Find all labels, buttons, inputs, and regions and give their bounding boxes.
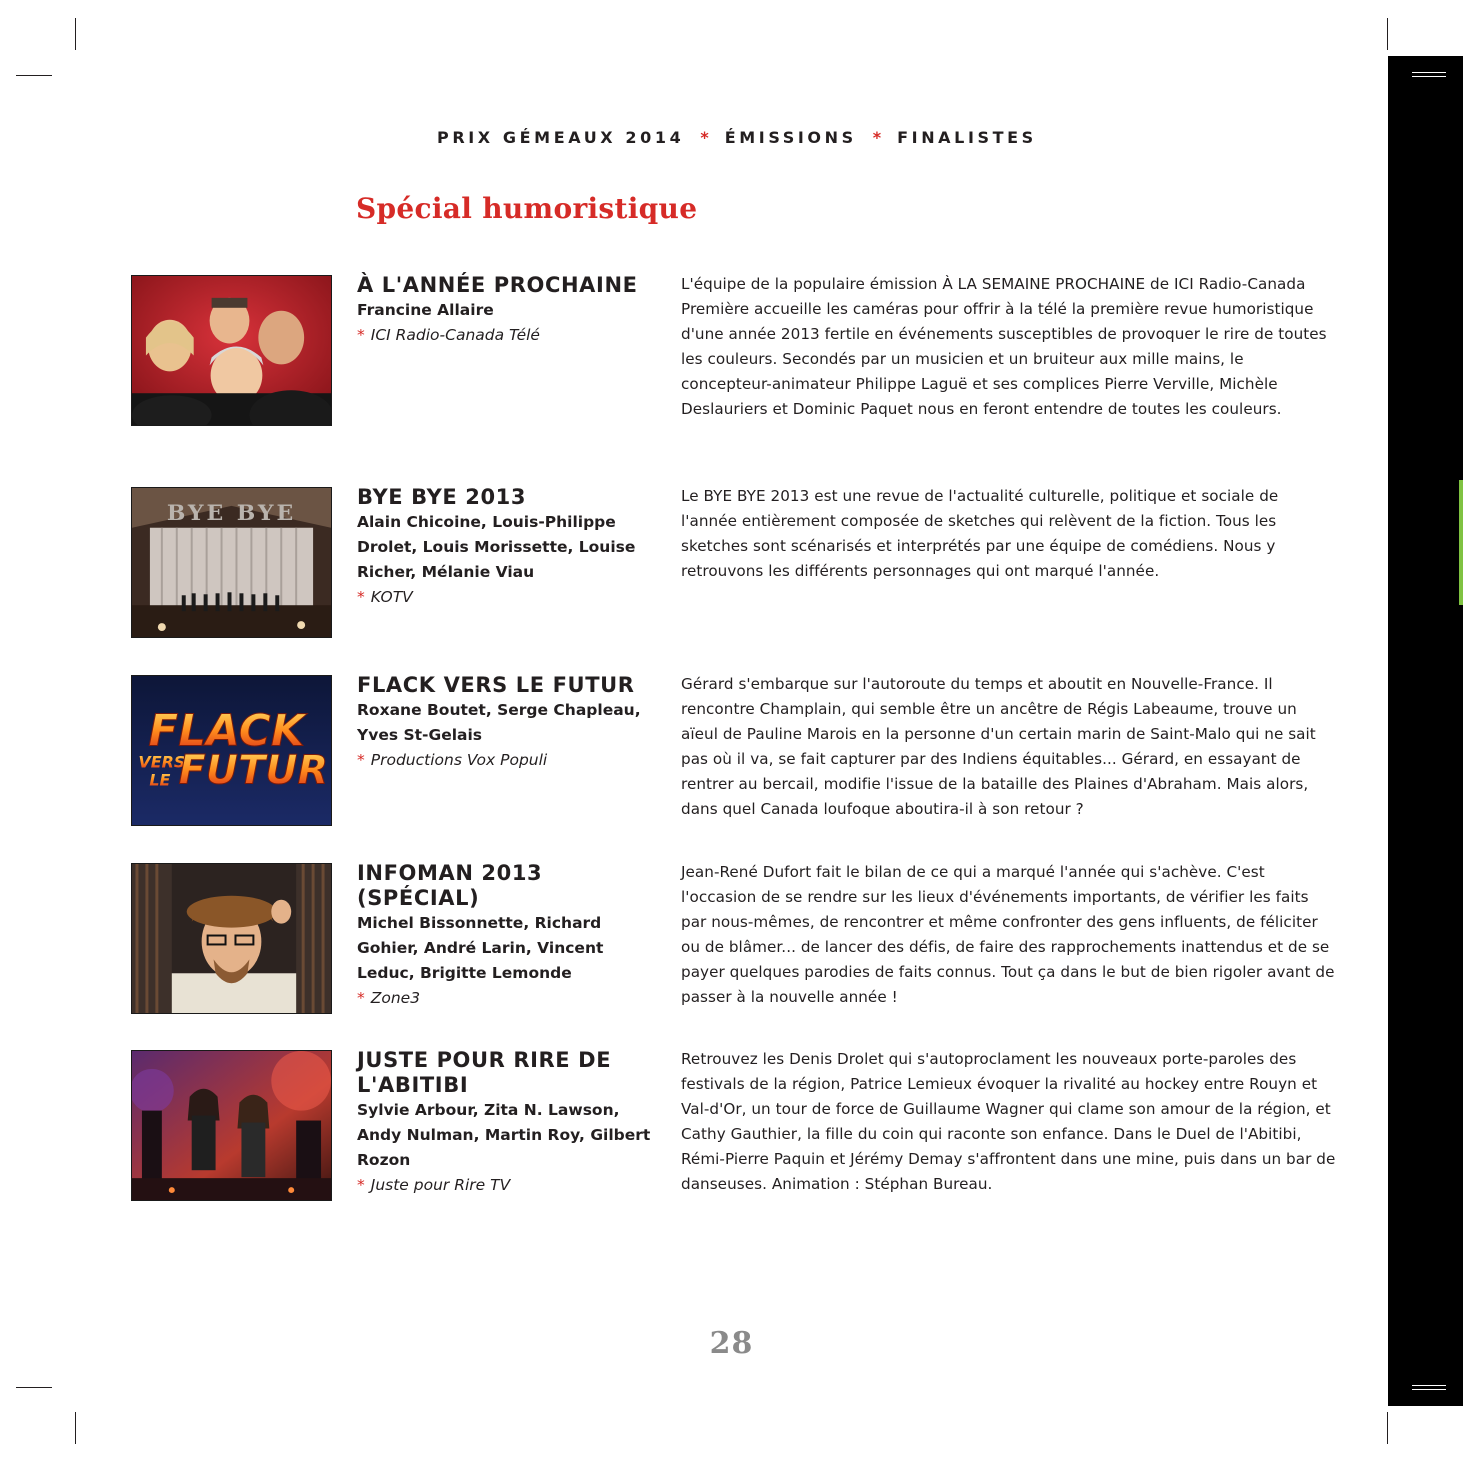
crop-mark-top-left-vertical (75, 18, 76, 50)
entry-credits: Roxane Boutet, Serge Chapleau, Yves St-Gelais (357, 701, 641, 744)
section-title: Spécial humoristique (356, 192, 698, 225)
entry-title: INFOMAN 2013 (SPÉCIAL) (357, 861, 543, 910)
header-category: ÉMISSIONS (724, 128, 857, 147)
group-portrait-image (132, 276, 331, 425)
image-logo-text: FUTUR (178, 747, 329, 794)
entry-photo (131, 1050, 332, 1201)
entry-description: Gérard s'embarque sur l'autoroute du temps et aboutit en Nouvelle-France. Il rencontre Champlain, qui semble être un ancêtre de Régis Labeaume, trouve un aïeul de Pauline Marois en la personne d'un certain marin de Saint-Malo qui ne sait pas où il va, se fait capturer par des Indiens équitables... Gérard, en essayant de rentrer au bercail, modifie l'issue de la bataille des Plaines d'Abraham. Mais alors, dans quel Canada loufoque aboutira-il à son retour ? (681, 675, 1316, 818)
entry-producer (357, 585, 662, 610)
entry-description: Retrouvez les Denis Drolet qui s'autoproclament les nouveaux porte-paroles des festivals de la région, Patrice Lemieux évoquer la rivalité au hockey entre Rouyn et Val-d'Or, un tour de force de Guillaume Wagner qui clame son amour de la région, et Cathy Gauthier, la fille du coin qui raconte son enfance. Dans le Duel de l'Abitibi, Rémi-Pierre Paquin et Jérémy Demay s'affrontent dans une mine, puis dans un bar de danseuses. Animation : Stéphan Bureau. (681, 1050, 1336, 1193)
entry-credits: Alain Chicoine, Louis-Philippe Drolet, Louis Morissette, Louise Richer, Mélanie Viau (357, 513, 636, 581)
entry-photo (131, 275, 332, 426)
crop-mark-bottom-right-vertical (1387, 1412, 1388, 1444)
entry-title: À L'ANNÉE PROCHAINE (357, 273, 638, 297)
image-logo-text: VERS (138, 752, 186, 772)
entry-photo (131, 863, 332, 1014)
header-status: FINALISTES (897, 128, 1037, 147)
header-award-name: PRIX GÉMEAUX 2014 (437, 128, 685, 147)
entry-producer (357, 323, 662, 348)
bullet-star-icon: * (357, 751, 365, 769)
bullet-star-icon: * (357, 588, 365, 606)
header-separator: * (700, 128, 709, 147)
entry-title: FLACK VERS LE FUTUR (357, 673, 635, 697)
image-logo-text: LE (149, 770, 171, 790)
producer-name: Productions Vox Populi (370, 751, 548, 769)
entry-credits: Michel Bissonnette, Richard Gohier, André Larin, Vincent Leduc, Brigitte Lemonde (357, 914, 604, 982)
page-number: 28 (709, 1326, 754, 1361)
entry-photo (131, 675, 332, 826)
side-band-mark-top (1412, 72, 1446, 77)
entry-credits: Sylvie Arbour, Zita N. Lawson, Andy Nulman, Martin Roy, Gilbert Rozon (357, 1101, 651, 1169)
entry-producer (357, 748, 662, 773)
entry-title: BYE BYE 2013 (357, 485, 527, 509)
producer-name: Juste pour Rire TV (370, 1176, 511, 1194)
crop-mark-bottom-left-horizontal (16, 1387, 52, 1388)
entry-credits: Francine Allaire (357, 301, 494, 319)
crop-mark-bottom-left-vertical (75, 1412, 76, 1444)
host-in-fur-hat-image (132, 864, 331, 1013)
bullet-star-icon: * (357, 989, 365, 1007)
image-logo-text: FLACK (148, 705, 305, 757)
entry-producer (357, 1173, 662, 1198)
side-band (1388, 56, 1463, 1406)
bullet-star-icon: * (357, 326, 365, 344)
entry-title: JUSTE POUR RIRE DE L'ABITIBI (357, 1048, 612, 1097)
comedy-stage-image (132, 1051, 331, 1200)
stage-show-image (132, 488, 331, 637)
bullet-star-icon: * (357, 1176, 365, 1194)
producer-name: Zone3 (370, 989, 421, 1007)
producer-name: ICI Radio-Canada Télé (370, 326, 540, 344)
crop-mark-top-left-horizontal (16, 75, 52, 76)
entry-producer (357, 986, 662, 1011)
image-logo-text: BYE BYE (166, 499, 297, 526)
entry-description: L'équipe de la populaire émission À LA SEMAINE PROCHAINE de ICI Radio-Canada Première accueille les caméras pour offrir à la télé la première revue humoristique d'une année 2013 fertile en événements susceptibles de provoquer le rire de toutes les couleurs. Secondés par un musicien et un bruiteur aux mille mains, le concepteur-animateur Philippe Laguë et ses complices Pierre Verville, Michèle Deslauriers et Dominic Paquet nous en feront entendre de toutes les couleurs. (681, 275, 1327, 418)
producer-name: KOTV (370, 588, 413, 606)
entry-photo (131, 487, 332, 638)
entry-description: Jean-René Dufort fait le bilan de ce qui a marqué l'année qui s'achève. C'est l'occasion de se rendre sur les lieux d'événements importants, de vérifier les faits par nous-mêmes, de rencontrer et même confronter des gens influents, de féliciter ou de blâmer... de lancer des défis, de faire des rapprochements inattendus et de se payer quelques parodies de faits connus. Tout ça dans le but de bien rigoler avant de passer à la nouvelle année ! (681, 863, 1335, 1006)
side-color-tab (1459, 480, 1463, 605)
entry-description: Le BYE BYE 2013 est une revue de l'actualité culturelle, politique et sociale de l'année entièrement composée de sketches qui relèvent de la fiction. Tous les sketches sont scénarisés et interprétés par une équipe de comédiens. Nous y retrouvons les différents personnages qui ont marqué l'année. (681, 487, 1279, 580)
movie-title-logo-image (132, 676, 331, 825)
header-separator: * (872, 128, 882, 147)
crop-mark-top-right-vertical (1387, 18, 1388, 50)
side-band-mark-bottom (1412, 1385, 1446, 1390)
